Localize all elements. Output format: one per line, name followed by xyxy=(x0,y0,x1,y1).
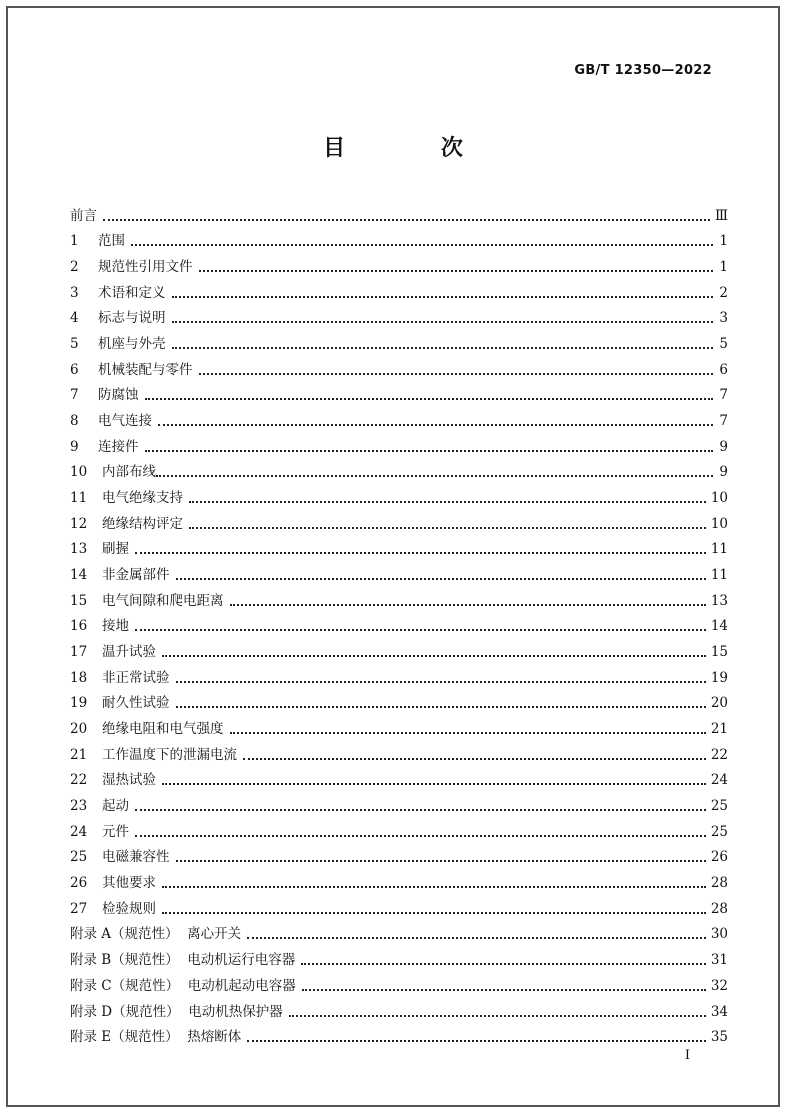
dot-leader xyxy=(131,243,713,246)
toc-entry-label: 附录 C（规范性） 电动机起动电容器 xyxy=(70,977,296,994)
toc-entry[interactable] xyxy=(70,533,728,559)
toc-entry[interactable] xyxy=(70,712,728,738)
dot-leader xyxy=(135,551,706,554)
toc-entry-number: 1 xyxy=(70,233,79,250)
toc-entry-label: 刷握 xyxy=(102,541,129,558)
toc-entry-label: 前言 xyxy=(70,207,97,224)
toc-entry-number: 27 xyxy=(70,900,88,917)
table-of-contents xyxy=(70,199,728,1046)
toc-entry-page: 34 xyxy=(710,1003,728,1020)
dot-leader xyxy=(243,757,706,760)
toc-entry-page: 31 xyxy=(710,952,728,969)
dot-leader xyxy=(230,603,706,606)
dot-leader xyxy=(176,680,706,683)
toc-entry-label: 绝缘电阻和电气强度 xyxy=(102,721,224,738)
dot-leader xyxy=(172,295,714,298)
toc-entry-number: 16 xyxy=(70,618,88,635)
toc-entry-page: 7 xyxy=(719,387,728,404)
toc-entry[interactable] xyxy=(70,353,728,379)
toc-entry-label: 起动 xyxy=(102,798,129,815)
toc-entry-label: 连接件 xyxy=(98,438,139,455)
toc-entry-label: 范围 xyxy=(98,233,125,250)
toc-entry[interactable] xyxy=(70,687,728,713)
dot-leader xyxy=(162,654,706,657)
toc-entry-page: Ⅲ xyxy=(714,207,728,224)
toc-entry-label: 电气绝缘支持 xyxy=(102,490,183,507)
dot-leader xyxy=(199,269,714,272)
toc-entry-page: 10 xyxy=(710,515,728,532)
toc-entry-page: 22 xyxy=(710,746,728,763)
dot-leader xyxy=(247,1039,706,1042)
toc-entry-number: 2 xyxy=(70,259,79,276)
page-folio: Ⅰ xyxy=(684,1048,690,1063)
toc-entry[interactable] xyxy=(70,815,728,841)
toc-entry[interactable] xyxy=(70,302,728,328)
toc-entry[interactable] xyxy=(70,866,728,892)
dot-leader xyxy=(176,577,706,580)
toc-entry[interactable] xyxy=(70,841,728,867)
toc-entry-label: 绝缘结构评定 xyxy=(102,515,183,532)
toc-entry[interactable] xyxy=(70,379,728,405)
toc-entry-number: 26 xyxy=(70,875,88,892)
toc-entry-page: 2 xyxy=(719,284,728,301)
toc-entry-page: 24 xyxy=(710,772,728,789)
toc-entry-label: 规范性引用文件 xyxy=(98,259,193,276)
toc-entry-number: 25 xyxy=(70,849,88,866)
toc-entry-page: 21 xyxy=(710,721,728,738)
dot-leader xyxy=(172,320,714,323)
toc-entry-page: 30 xyxy=(710,926,728,943)
toc-entry-number: 8 xyxy=(70,413,79,430)
dot-leader xyxy=(289,1014,706,1017)
toc-entry-page: 19 xyxy=(710,669,728,686)
toc-entry-page: 32 xyxy=(710,977,728,994)
toc-entry-page: 11 xyxy=(710,541,728,558)
toc-entry-label: 耐久性试验 xyxy=(102,695,170,712)
toc-entry-number: 22 xyxy=(70,772,88,789)
toc-entry-number: 11 xyxy=(70,490,88,507)
toc-entry[interactable] xyxy=(70,276,728,302)
toc-entry[interactable] xyxy=(70,430,728,456)
toc-entry-label: 元件 xyxy=(102,823,129,840)
toc-entry-number: 4 xyxy=(70,310,79,327)
toc-entry-label: 工作温度下的泄漏电流 xyxy=(102,746,237,763)
dot-leader xyxy=(145,397,714,400)
toc-entry-label: 非正常试验 xyxy=(102,669,170,686)
dot-leader xyxy=(189,500,706,503)
toc-entry-number: 23 xyxy=(70,798,88,815)
toc-entry-label: 电气间隙和爬电距离 xyxy=(102,592,224,609)
dot-leader xyxy=(156,474,713,477)
toc-entry-number: 15 xyxy=(70,592,88,609)
toc-entry[interactable] xyxy=(70,481,728,507)
toc-entry[interactable] xyxy=(70,764,728,790)
toc-entry-number: 9 xyxy=(70,438,79,455)
toc-entry-label: 附录 A（规范性） 离心开关 xyxy=(70,926,242,943)
dot-leader xyxy=(172,346,714,349)
dot-leader xyxy=(189,526,706,529)
toc-entry-page: 26 xyxy=(710,849,728,866)
toc-entry-page: 13 xyxy=(710,592,728,609)
toc-entry-number: 24 xyxy=(70,823,88,840)
dot-leader xyxy=(302,988,706,991)
toc-entry[interactable] xyxy=(70,661,728,687)
toc-entry-page: 7 xyxy=(719,413,728,430)
toc-entry-number: 17 xyxy=(70,644,88,661)
dot-leader xyxy=(176,859,706,862)
toc-entry-page: 11 xyxy=(710,567,728,584)
dot-leader xyxy=(230,731,706,734)
toc-entry[interactable] xyxy=(70,918,728,944)
toc-entry-label: 机座与外壳 xyxy=(98,336,166,353)
toc-entry-label: 非金属部件 xyxy=(102,567,170,584)
toc-entry[interactable] xyxy=(70,610,728,636)
standard-code: GB/T 12350—2022 xyxy=(574,63,712,78)
toc-entry[interactable] xyxy=(70,558,728,584)
toc-entry-number: 6 xyxy=(70,361,79,378)
toc-entry[interactable] xyxy=(70,1021,728,1047)
toc-entry-page: 10 xyxy=(710,490,728,507)
toc-entry-number: 12 xyxy=(70,515,88,532)
toc-entry-label: 防腐蚀 xyxy=(98,387,139,404)
toc-entry-page: 6 xyxy=(719,361,728,378)
toc-entry-page: 28 xyxy=(710,875,728,892)
toc-entry-label: 附录 D（规范性） 电动机热保护器 xyxy=(70,1003,283,1020)
dot-leader xyxy=(103,218,710,221)
toc-entry-page: 1 xyxy=(719,259,728,276)
toc-entry[interactable] xyxy=(70,250,728,276)
toc-entry-label: 检验规则 xyxy=(102,900,156,917)
toc-entry[interactable] xyxy=(70,635,728,661)
toc-entry-number: 13 xyxy=(70,541,88,558)
toc-entry[interactable] xyxy=(70,995,728,1021)
toc-entry-page: 9 xyxy=(719,464,728,481)
toc-entry-page: 28 xyxy=(710,900,728,917)
toc-entry-label: 电气连接 xyxy=(98,413,152,430)
toc-entry[interactable] xyxy=(70,789,728,815)
toc-entry-page: 9 xyxy=(719,438,728,455)
toc-entry-number: 7 xyxy=(70,387,79,404)
toc-entry[interactable] xyxy=(70,943,728,969)
toc-entry-label: 术语和定义 xyxy=(98,284,166,301)
toc-entry-number: 20 xyxy=(70,721,88,738)
dot-leader xyxy=(162,911,706,914)
toc-entry-number: 14 xyxy=(70,567,88,584)
toc-entry-page: 25 xyxy=(710,823,728,840)
toc-entry[interactable] xyxy=(70,892,728,918)
toc-entry-number: 5 xyxy=(70,336,79,353)
toc-entry-label: 附录 B（规范性） 电动机运行电容器 xyxy=(70,952,296,969)
toc-entry-page: 1 xyxy=(719,233,728,250)
toc-entry-label: 其他要求 xyxy=(102,875,156,892)
dot-leader xyxy=(176,705,706,708)
dot-leader xyxy=(135,834,706,837)
toc-entry-label: 标志与说明 xyxy=(98,310,166,327)
toc-entry-label: 内部布线 xyxy=(102,464,156,481)
toc-entry-page: 20 xyxy=(710,695,728,712)
toc-entry-page: 14 xyxy=(710,618,728,635)
dot-leader xyxy=(162,885,706,888)
page-title: 目 次 xyxy=(323,135,507,161)
document-page xyxy=(6,6,780,1107)
dot-leader xyxy=(199,372,714,375)
toc-entry-label: 湿热试验 xyxy=(102,772,156,789)
toc-entry-number: 3 xyxy=(70,284,79,301)
toc-entry[interactable] xyxy=(70,969,728,995)
toc-entry-number: 21 xyxy=(70,746,88,763)
toc-entry[interactable] xyxy=(70,507,728,533)
toc-entry-label: 附录 E（规范性） 热熔断体 xyxy=(70,1029,242,1046)
toc-entry[interactable] xyxy=(70,584,728,610)
toc-entry-page: 3 xyxy=(719,310,728,327)
dot-leader xyxy=(135,808,706,811)
toc-entry[interactable] xyxy=(70,225,728,251)
dot-leader xyxy=(247,936,706,939)
toc-entry-label: 接地 xyxy=(102,618,129,635)
dot-leader xyxy=(158,423,713,426)
dot-leader xyxy=(145,449,714,452)
dot-leader xyxy=(162,782,706,785)
toc-entry-number: 19 xyxy=(70,695,88,712)
toc-entry-number: 10 xyxy=(70,464,88,481)
toc-entry[interactable] xyxy=(70,404,728,430)
dot-leader xyxy=(301,962,706,965)
toc-entry-page: 35 xyxy=(710,1029,728,1046)
toc-entry-number: 18 xyxy=(70,669,88,686)
toc-entry-page: 25 xyxy=(710,798,728,815)
toc-entry-label: 温升试验 xyxy=(102,644,156,661)
toc-entry-label: 电磁兼容性 xyxy=(102,849,170,866)
toc-entry[interactable] xyxy=(70,738,728,764)
toc-entry-page: 15 xyxy=(710,644,728,661)
toc-entry-page: 5 xyxy=(719,336,728,353)
dot-leader xyxy=(135,628,706,631)
toc-entry[interactable] xyxy=(70,456,728,482)
toc-entry[interactable] xyxy=(70,199,728,225)
toc-entry[interactable] xyxy=(70,327,728,353)
toc-entry-label: 机械装配与零件 xyxy=(98,361,193,378)
